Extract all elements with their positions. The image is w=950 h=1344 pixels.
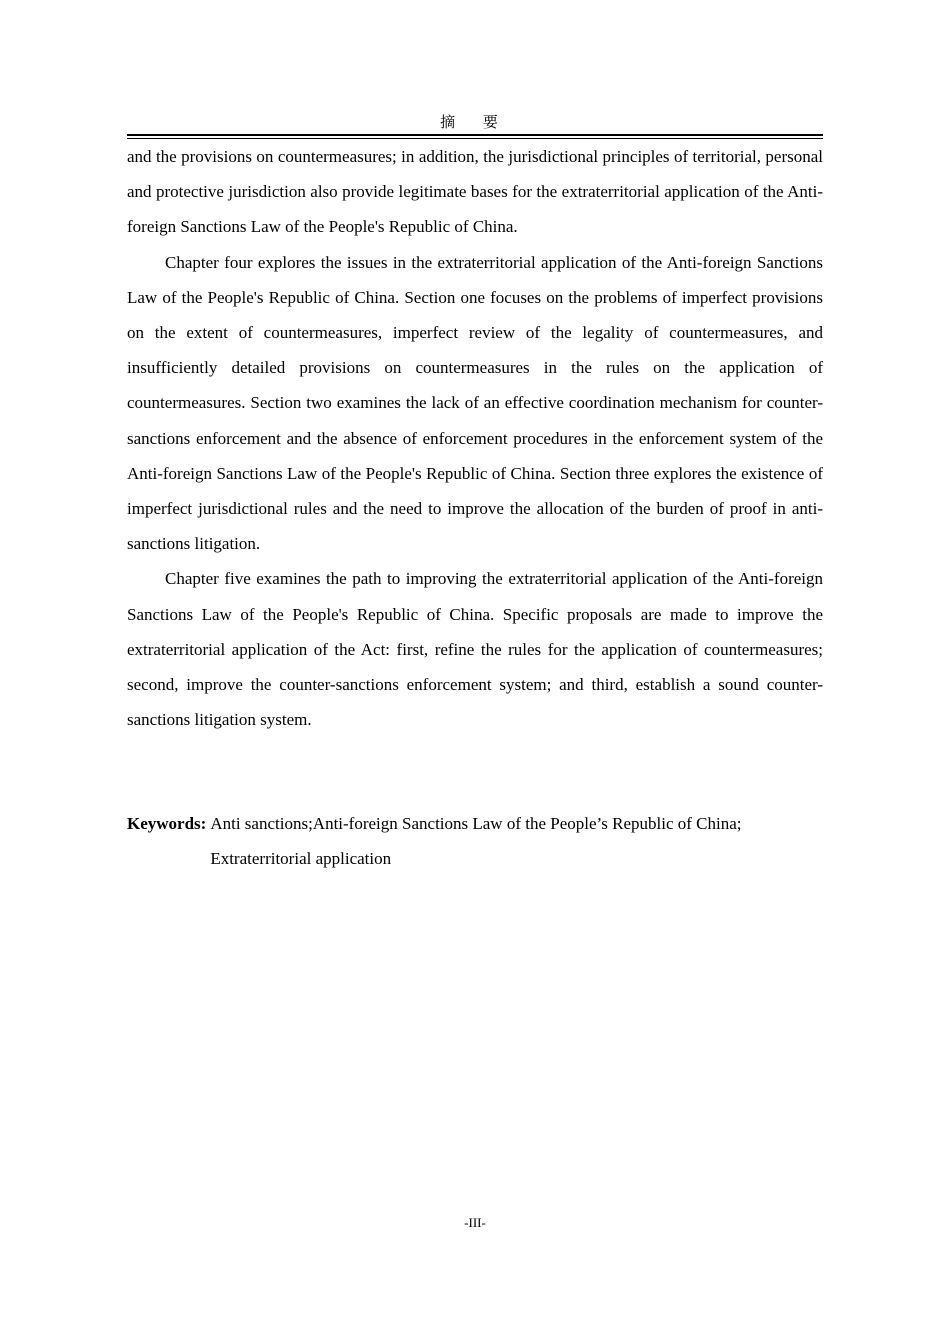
abstract-body: [127, 139, 823, 737]
page-header-title: 摘 要: [440, 115, 510, 131]
header-rule-thick: [127, 134, 823, 136]
keywords-value: Anti sanctions;Anti-foreign Sanctions Law of the People’s Republic of China; Extraterritorial application: [210, 814, 742, 869]
paragraph-continuation: and the provisions on countermeasures; in addition, the jurisdictional principles of territorial, personal and protective jurisdiction also provide legitimate bases for the extraterritorial application of the Anti-foreign Sanctions Law of the People's Republic of China.: [127, 147, 823, 237]
keywords-label: Keywords:: [127, 814, 207, 833]
page-number: -III-: [464, 1215, 486, 1230]
paragraph-chapter-four: Chapter four explores the issues in the extraterritorial application of the Anti-foreign Sanctions Law of the People's Republic of China. Section one focuses on the problems of imperfect provisions on the extent of countermeasures, imperfect review of the legality of countermeasures, and insufficiently detailed provisions on countermeasures in the rules on the application of countermeasures. Section two examines the lack of an effective coordination mechanism for counter-sanctions enforcement and the absence of enforcement procedures in the enforcement system of the Anti-foreign Sanctions Law of the People's Republic of China. Section three explores the existence of imperfect jurisdictional rules and the need to improve the allocation of the burden of proof in anti-sanctions litigation.: [127, 252, 823, 554]
keywords-section: [127, 806, 823, 876]
paragraph-chapter-five: Chapter five examines the path to improving the extraterritorial application of the Anti-foreign Sanctions Law of the People's Republic of China. Specific proposals are made to improve the extraterritorial application of the Act: first, refine the rules for the application of countermeasures; second, improve the counter-sanctions enforcement system; and third, establish a sound counter-sanctions litigation system.: [127, 569, 823, 730]
